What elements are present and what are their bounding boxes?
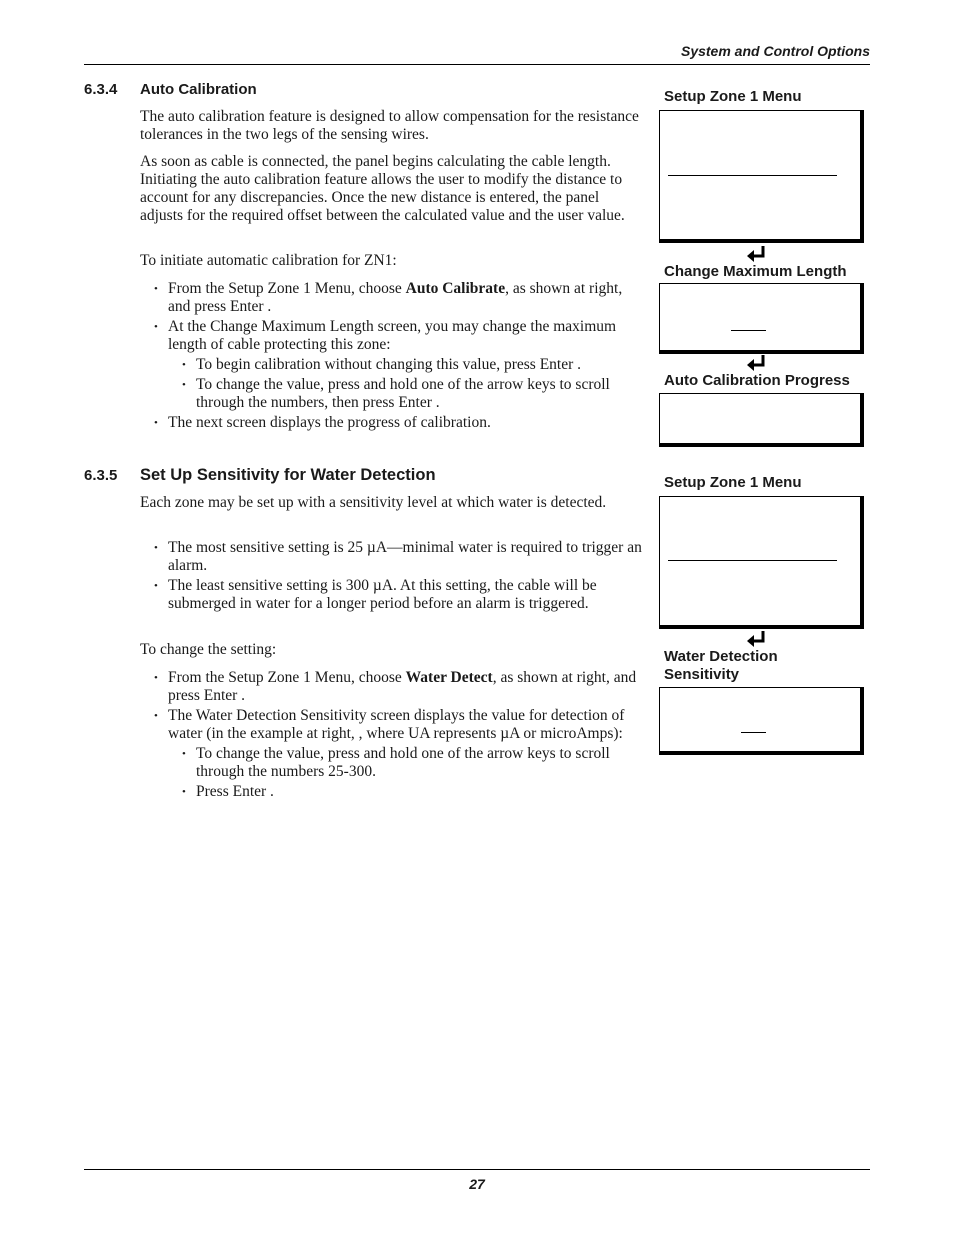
paragraph: To change the setting: [140,641,277,658]
paragraph: To initiate automatic calibration for ZN1: [140,252,397,269]
lcd-screen [659,687,864,755]
list-item: • To begin calibration without changing this value, press Enter . [182,356,645,374]
paragraph: The auto calibration feature is designed to allow compensation for the resistance tolerances in the two legs of the sensing wires. [140,108,639,143]
bullet-list [154,280,645,432]
lcd-underline [668,175,837,176]
list-item: • From the Setup Zone 1 Menu, choose Auto Calibrate, as shown at right, and press Enter . [154,280,645,316]
figure-caption: Water Detection Sensitivity [664,648,778,683]
lcd-underline [741,732,766,733]
figure-caption: Setup Zone 1 Menu [664,474,802,491]
running-head: System and Control Options [680,43,870,59]
paragraph: Each zone may be set up with a sensitivity level at which water is detected. [140,494,607,511]
list-item: • The most sensitive setting is 25 µA—minimal water is required to trigger an alarm. [154,539,645,575]
lcd-screen [659,393,864,447]
figure-caption: Setup Zone 1 Menu [664,88,802,105]
bullet-list [154,669,645,801]
section-title: Set Up Sensitivity for Water Detection [140,466,436,484]
lcd-screen [659,496,864,629]
page-number: 27 [469,1176,485,1192]
lcd-screen [659,283,864,354]
bullet-list [154,539,645,613]
section-title: Auto Calibration [140,81,257,98]
list-item: • At the Change Maximum Length screen, you may change the maximum length of cable protecting this zone: [154,318,645,354]
figure-caption: Change Maximum Length [664,263,847,280]
list-item: • The Water Detection Sensitivity screen displays the value for detection of water (in the example at right, , where UA represents µA or microAmps): [154,707,645,743]
enter-key-icon [746,354,768,372]
header-rule [84,64,870,65]
lcd-underline [668,560,837,561]
footer-rule [84,1169,870,1170]
figure-caption: Auto Calibration Progress [664,372,850,389]
enter-key-icon [746,630,768,648]
section-number: 6.3.5 [84,467,118,484]
enter-key-icon [746,245,768,263]
list-item: • To change the value, press and hold one of the arrow keys to scroll through the numbers, then press Enter . [182,376,645,412]
list-item: • The next screen displays the progress of calibration. [154,414,645,432]
lcd-underline [731,330,766,331]
paragraph: As soon as cable is connected, the panel begins calculating the cable length. Initiating the auto calibration feature allows the user to modify the distance to account for any discrepancies. Once the new distance is entered, the panel adjusts for the required offset between the calculated value and the user value. [140,153,625,224]
list-item: • To change the value, press and hold one of the arrow keys to scroll through the numbers 25-300. [182,745,645,781]
list-item: • From the Setup Zone 1 Menu, choose Water Detect, as shown at right, and press Enter . [154,669,645,705]
section-number: 6.3.4 [84,81,118,98]
list-item: • Press Enter . [182,783,645,801]
lcd-screen [659,110,864,243]
list-item: • The least sensitive setting is 300 µA. At this setting, the cable will be submerged in water for a longer period before an alarm is triggered. [154,577,645,613]
